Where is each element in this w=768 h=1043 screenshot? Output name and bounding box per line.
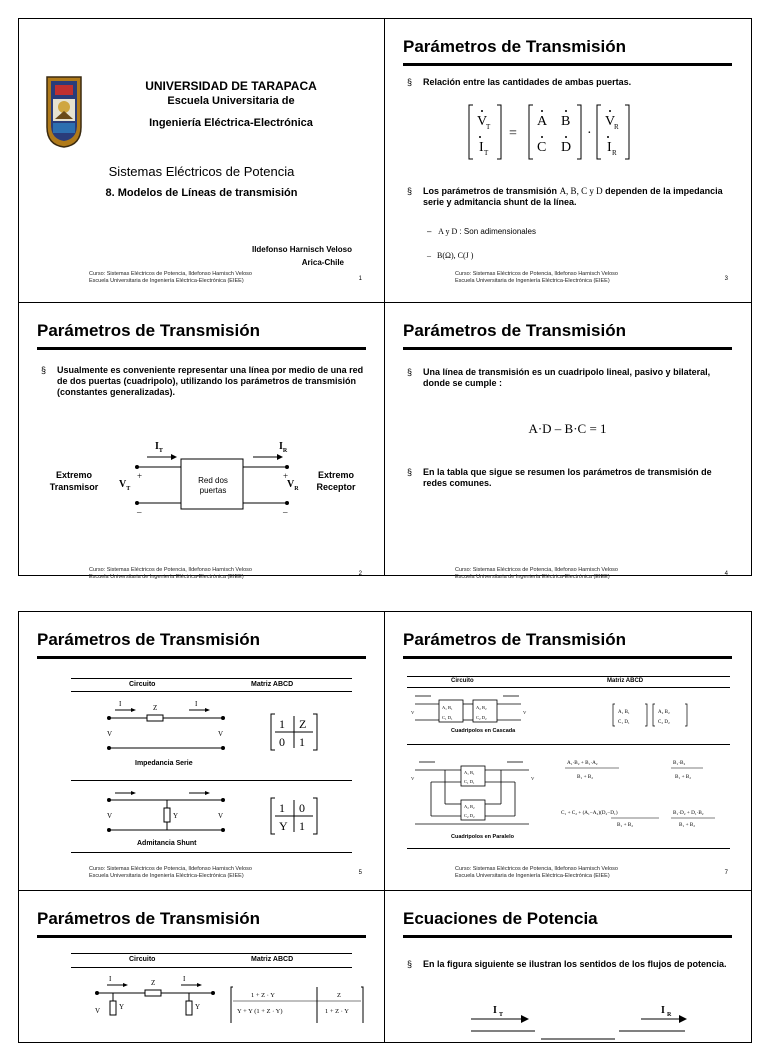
chapter-title: 8. Modelos de Líneas de transmisión bbox=[105, 187, 298, 199]
svg-text:B₁ + B₂: B₁ + B₂ bbox=[617, 822, 634, 828]
bullet-marker: § bbox=[407, 959, 413, 969]
column-header-matrix: Matriz ABCD bbox=[251, 681, 294, 688]
sub-item-units: – B(Ω), C(J ) bbox=[427, 251, 474, 260]
footer-line-1: Curso: Sistemas Eléctricos de Potencia, Ildefonso Harnisch Veloso bbox=[455, 271, 618, 277]
page-number: 3 bbox=[724, 276, 728, 282]
label-line-2: Receptor bbox=[316, 482, 356, 492]
title-rule bbox=[37, 347, 366, 350]
table-row-rule bbox=[71, 780, 352, 781]
svg-text:1: 1 bbox=[299, 735, 305, 749]
svg-text:R: R bbox=[614, 123, 619, 131]
slide-footer bbox=[89, 567, 252, 581]
symbol: I bbox=[279, 441, 283, 452]
label-line-2: Transmisor bbox=[49, 482, 99, 492]
column-header-matrix: Matriz ABCD bbox=[607, 678, 644, 684]
svg-text:–: – bbox=[137, 507, 142, 517]
bullet-text: En la figura siguiente se ilustran los sentidos de los flujos de potencia. bbox=[423, 959, 727, 969]
school-name: Escuela Universitaria de bbox=[167, 95, 295, 107]
bullet-parameters bbox=[407, 186, 732, 208]
slide-title: Parámetros de Transmisión bbox=[37, 630, 260, 649]
svg-text:C₂ D₂: C₂ D₂ bbox=[476, 715, 487, 720]
svg-text:C₂ D₂: C₂ D₂ bbox=[464, 813, 475, 818]
receiving-end-label bbox=[301, 469, 371, 493]
current-ir-label bbox=[279, 441, 287, 454]
svg-text:A₁·B₂ + B₁·A₂: A₁·B₂ + B₁·A₂ bbox=[567, 760, 598, 766]
voltage-vr-label bbox=[287, 479, 299, 492]
svg-text:I: I bbox=[109, 975, 112, 983]
svg-text:0: 0 bbox=[279, 735, 285, 749]
svg-text:B₁ + B₂: B₁ + B₂ bbox=[577, 774, 594, 780]
table-top-rule bbox=[71, 953, 352, 954]
slide-1 bbox=[19, 19, 384, 302]
svg-text:V: V bbox=[218, 812, 224, 820]
table-header-rule bbox=[71, 967, 352, 968]
svg-text:C₁ D₁: C₁ D₁ bbox=[442, 715, 453, 720]
footer-line-1: Curso: Sistemas Eléctricos de Potencia, Ildefonso Harnisch Veloso bbox=[89, 567, 252, 573]
svg-text:B₁·B₂: B₁·B₂ bbox=[673, 760, 686, 766]
slide-footer bbox=[455, 567, 618, 581]
svg-text:T: T bbox=[499, 1012, 504, 1018]
svg-text:B₁ + B₂: B₁ + B₂ bbox=[679, 822, 696, 828]
svg-text:A₁ B₁: A₁ B₁ bbox=[464, 770, 475, 775]
svg-text:T: T bbox=[484, 149, 489, 157]
svg-text:Y: Y bbox=[279, 819, 288, 833]
footer-line-1: Curso: Sistemas Eléctricos de Potencia, Ildefonso Harnisch Veloso bbox=[455, 567, 618, 573]
subscript: T bbox=[126, 486, 131, 492]
bullet-power-flow bbox=[407, 959, 732, 970]
bullet-marker: § bbox=[407, 467, 413, 477]
title-rule bbox=[403, 63, 732, 66]
course-title: Sistemas Eléctricos de Potencia bbox=[108, 164, 295, 179]
svg-text:A: A bbox=[537, 114, 548, 129]
slide-footer bbox=[89, 271, 252, 285]
page-number: 1 bbox=[358, 276, 362, 282]
svg-text:V: V bbox=[411, 710, 415, 715]
footer-line-2: Escuela Universitaria de Ingeniería Eléctrica-Electrónica (EIEE) bbox=[89, 278, 244, 284]
svg-text:V: V bbox=[477, 114, 488, 129]
caption-parallel: Cuadripolos en Paralelo bbox=[451, 834, 514, 840]
svg-text:Y + Y (1 + Z · Y): Y + Y (1 + Z · Y) bbox=[237, 1008, 283, 1015]
shunt-admittance-matrix bbox=[269, 796, 319, 836]
two-port-box-label bbox=[185, 476, 241, 496]
symbol: I bbox=[155, 441, 159, 452]
current-it-label bbox=[155, 441, 163, 454]
slide-footer bbox=[455, 866, 618, 880]
bullet-text: En la tabla que sigue se resumen los parámetros de transmisión de redes comunes. bbox=[423, 467, 712, 488]
cascade-circuit bbox=[411, 692, 541, 730]
slide-title: Parámetros de Transmisión bbox=[37, 909, 260, 928]
svg-text:–: – bbox=[283, 507, 288, 517]
svg-text:I: I bbox=[607, 140, 612, 155]
svg-text:A₁ B₁: A₁ B₁ bbox=[442, 705, 453, 710]
bullet-text: Relación entre las cantidades de ambas puertas. bbox=[423, 77, 632, 87]
svg-text:0: 0 bbox=[299, 801, 305, 815]
bullet-text: Una línea de transmisión es un cuadripolo lineal, pasivo y bilateral, donde se cumple : bbox=[423, 367, 711, 388]
document-page-2 bbox=[18, 611, 752, 1043]
caption-shunt-admittance: Admitancia Shunt bbox=[137, 840, 197, 847]
department-name: Ingeniería Eléctrica-Electrónica bbox=[149, 117, 313, 129]
svg-text:R: R bbox=[612, 149, 617, 157]
svg-text:C₁ D₁: C₁ D₁ bbox=[464, 779, 475, 784]
footer-line-1: Curso: Sistemas Eléctricos de Potencia, Ildefonso Harnisch Veloso bbox=[89, 271, 252, 277]
footer-line-1: Curso: Sistemas Eléctricos de Potencia, Ildefonso Harnisch Veloso bbox=[455, 866, 618, 872]
svg-text:C₁ + C₂ + (A₁−A₂)(D₂−D₁): C₁ + C₂ + (A₁−A₂)(D₂−D₁) bbox=[561, 810, 618, 816]
power-flow-diagram bbox=[465, 1003, 695, 1043]
slide-footer bbox=[455, 271, 618, 285]
sub-symbols: A y D bbox=[438, 227, 458, 236]
slide-2 bbox=[19, 303, 384, 580]
cascade-matrix bbox=[611, 702, 691, 728]
slide-title: Parámetros de Transmisión bbox=[403, 321, 626, 340]
label-line-1: Extremo bbox=[55, 470, 92, 480]
slide-title: Parámetros de Transmisión bbox=[403, 630, 626, 649]
caption-series-impedance: Impedancia Serie bbox=[135, 760, 193, 767]
svg-text:Z: Z bbox=[151, 979, 156, 987]
svg-text:A₂ B₂: A₂ B₂ bbox=[476, 705, 487, 710]
svg-text:B₁ + B₂: B₁ + B₂ bbox=[675, 774, 692, 780]
svg-text:Z: Z bbox=[337, 992, 341, 999]
slide-footer bbox=[89, 866, 252, 880]
series-impedance-circuit bbox=[105, 700, 235, 760]
svg-text:I: I bbox=[479, 140, 484, 155]
subscript: R bbox=[294, 486, 299, 492]
page-number: 7 bbox=[724, 870, 728, 876]
svg-text:A₂ B₂: A₂ B₂ bbox=[658, 710, 670, 715]
svg-text:C: C bbox=[537, 140, 547, 155]
footer-line-2: Escuela Universitaria de Ingeniería Eléctrica-Electrónica (EIEE) bbox=[455, 278, 610, 284]
svg-text:=: = bbox=[509, 126, 517, 141]
column-header-circuit: Circuito bbox=[129, 681, 156, 688]
svg-text:+: + bbox=[283, 471, 289, 481]
title-rule bbox=[37, 656, 366, 659]
svg-text:I: I bbox=[661, 1005, 665, 1016]
svg-text:R: R bbox=[667, 1012, 672, 1018]
bullet-quadripole bbox=[407, 367, 732, 389]
symbol: V bbox=[119, 479, 127, 490]
svg-text:Y: Y bbox=[195, 1003, 201, 1011]
box-label-line-2: puertas bbox=[199, 486, 227, 495]
svg-text:C₁ D₁: C₁ D₁ bbox=[618, 720, 630, 725]
box-label-line-1: Red dos bbox=[198, 476, 228, 485]
footer-line-2: Escuela Universitaria de Ingeniería Eléctrica-Electrónica (EIEE) bbox=[455, 873, 610, 879]
slide-7 bbox=[385, 612, 750, 890]
svg-text:1 + Z · Y: 1 + Z · Y bbox=[325, 1008, 350, 1015]
bullet-relation bbox=[407, 77, 732, 88]
slide-title: Ecuaciones de Potencia bbox=[403, 909, 598, 928]
bullet-marker: § bbox=[407, 367, 413, 377]
bullet-table-intro bbox=[407, 467, 732, 489]
slide-4 bbox=[385, 303, 750, 580]
svg-text:B: B bbox=[561, 114, 571, 129]
series-impedance-matrix bbox=[269, 712, 319, 752]
caption-cascade: Cuadripolos en Cascada bbox=[451, 728, 516, 734]
slide-6 bbox=[19, 891, 384, 1042]
svg-text:I: I bbox=[183, 975, 186, 983]
university-crest-icon bbox=[45, 75, 83, 149]
bullet-marker: § bbox=[407, 77, 413, 87]
bullet-text-b: dependen de la impedancia serie y admitancia shunt de la línea. bbox=[423, 186, 723, 207]
table-header-rule bbox=[407, 687, 730, 688]
table-row-rule bbox=[407, 744, 730, 745]
svg-text:I: I bbox=[493, 1005, 497, 1016]
svg-text:V: V bbox=[95, 1007, 101, 1015]
label-line-1: Extremo bbox=[317, 470, 354, 480]
table-bottom-rule bbox=[71, 852, 352, 853]
footer-line-2: Escuela Universitaria de Ingeniería Eléctrica-Electrónica (EIEE) bbox=[89, 873, 244, 879]
bullet-two-port bbox=[41, 365, 366, 398]
bullet-text-a: Los parámetros de transmisión bbox=[423, 186, 558, 196]
sub-text: : Son adimensionales bbox=[459, 227, 536, 236]
column-header-circuit: Circuito bbox=[129, 956, 156, 963]
svg-text:V: V bbox=[218, 730, 224, 738]
svg-text:V: V bbox=[411, 776, 415, 781]
parallel-circuit bbox=[411, 752, 541, 832]
table-top-rule bbox=[407, 676, 730, 677]
svg-text:V: V bbox=[605, 114, 616, 129]
voltage-vt-label bbox=[119, 479, 130, 492]
svg-text:I: I bbox=[119, 700, 122, 708]
page-number: 2 bbox=[358, 571, 362, 577]
title-rule bbox=[403, 935, 732, 938]
footer-line-2: Escuela Universitaria de Ingeniería Eléctrica-Electrónica (EIEE) bbox=[455, 574, 610, 580]
document-page-1 bbox=[18, 18, 752, 580]
svg-text:1: 1 bbox=[279, 801, 285, 815]
footer-line-2: Escuela Universitaria de Ingeniería Eléctrica-Electrónica (EIEE) bbox=[89, 574, 244, 580]
svg-text:I: I bbox=[195, 700, 198, 708]
footer-line-1: Curso: Sistemas Eléctricos de Potencia, Ildefonso Harnisch Veloso bbox=[89, 866, 252, 872]
symbol: V bbox=[287, 479, 295, 490]
shunt-admittance-circuit bbox=[105, 786, 235, 838]
svg-text:A₁ B₁: A₁ B₁ bbox=[618, 710, 630, 715]
svg-text:·: · bbox=[587, 126, 592, 141]
svg-text:Y: Y bbox=[173, 812, 179, 820]
reciprocity-equation: A·D – B·C = 1 bbox=[528, 421, 607, 436]
author-name: Ildefonso Harnisch Veloso bbox=[251, 245, 352, 254]
subscript: T bbox=[158, 448, 163, 454]
svg-text:Z: Z bbox=[299, 717, 307, 731]
svg-text:V: V bbox=[531, 776, 535, 781]
svg-text:1: 1 bbox=[279, 717, 285, 731]
svg-text:B₁·D₂ + D₁·B₂: B₁·D₂ + D₁·B₂ bbox=[673, 810, 704, 816]
title-rule bbox=[37, 935, 366, 938]
subscript: R bbox=[282, 448, 288, 454]
sending-end-label bbox=[39, 469, 109, 493]
slide-title: Parámetros de Transmisión bbox=[37, 321, 260, 340]
table-top-rule bbox=[71, 678, 352, 679]
title-rule bbox=[403, 347, 732, 350]
page-number: 4 bbox=[724, 571, 728, 577]
table-header-rule bbox=[71, 691, 352, 692]
svg-text:C₂ D₂: C₂ D₂ bbox=[658, 720, 670, 725]
author-location: Arica-Chile bbox=[301, 258, 344, 267]
slide-title: Parámetros de Transmisión bbox=[403, 37, 626, 56]
svg-text:V: V bbox=[107, 730, 113, 738]
title-rule bbox=[403, 656, 732, 659]
svg-text:V: V bbox=[523, 710, 527, 715]
sub-text: B(Ω), C(J ) bbox=[437, 251, 474, 260]
page-number: 5 bbox=[358, 870, 362, 876]
slide-5 bbox=[19, 612, 384, 890]
slide-3 bbox=[385, 19, 750, 302]
svg-text:Y: Y bbox=[119, 1003, 125, 1011]
table-bottom-rule bbox=[407, 848, 730, 849]
column-header-matrix: Matriz ABCD bbox=[251, 956, 294, 963]
svg-text:T: T bbox=[486, 123, 491, 131]
abcd-matrix-equation bbox=[467, 101, 647, 163]
pi-circuit bbox=[93, 973, 223, 1023]
svg-text:Z: Z bbox=[153, 704, 158, 712]
svg-text:D: D bbox=[561, 140, 572, 155]
svg-text:1: 1 bbox=[299, 819, 305, 833]
bullet-marker: § bbox=[41, 365, 47, 375]
column-header-circuit: Circuito bbox=[451, 678, 474, 684]
bullet-text: Usualmente es conveniente representar una línea por medio de una red de dos puertas (cuadripolo), utilizando los parámetros de transmisión (constantes generalizadas). bbox=[57, 365, 364, 397]
sub-item-adimensional: – A y D : Son adimensionales bbox=[427, 227, 536, 236]
pi-circuit-matrix bbox=[229, 983, 365, 1023]
svg-text:V: V bbox=[107, 812, 113, 820]
svg-text:A₂ B₂: A₂ B₂ bbox=[464, 804, 475, 809]
slide-8 bbox=[385, 891, 750, 1042]
svg-text:1 + Z · Y: 1 + Z · Y bbox=[251, 992, 276, 999]
university-name: UNIVERSIDAD DE TARAPACA bbox=[145, 79, 317, 93]
param-symbols: A, B, C y D bbox=[559, 186, 603, 196]
parallel-matrix bbox=[561, 754, 721, 832]
bullet-marker: § bbox=[407, 186, 413, 196]
svg-text:+: + bbox=[137, 471, 143, 481]
